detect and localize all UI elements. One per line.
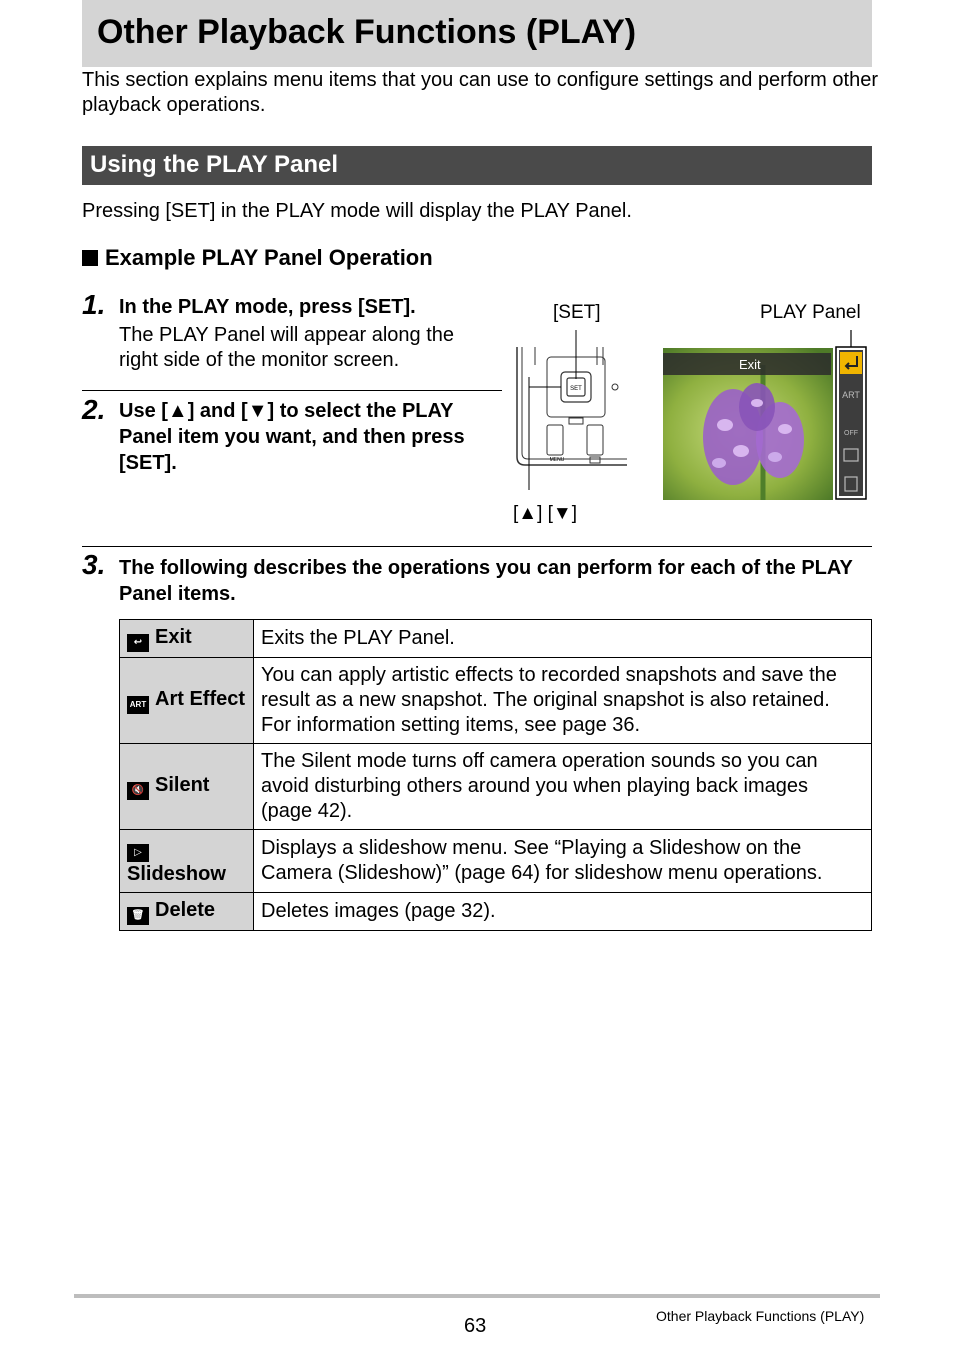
step-2-number: 2. [82,394,106,425]
panel-off-text: OFF [844,430,858,437]
item-name-cell: ↩ Exit [120,620,254,658]
silent-icon: 🔇 [127,782,149,800]
page-number: 63 [464,1315,487,1337]
exit-icon: ↩ [127,634,149,652]
delete-icon: 🗑 [127,907,149,925]
table-row [120,744,872,830]
item-description-cell: You can apply artistic effects to recorded snapshots and save the result as a new snapshot. The original snapshot is also retained. For information setting items, see page 36. [254,658,872,744]
footer-divider [74,1294,880,1298]
step-1-detail: The PLAY Panel will appear along the right side of the monitor screen. [119,324,455,371]
item-name-cell: 🔇 Silent [120,744,254,830]
item-description-cell: Deletes images (page 32). [254,893,872,931]
square-bullet-icon [82,250,98,266]
camera-back-illustration [517,330,627,490]
item-description-cell: Exits the PLAY Panel. [254,620,872,658]
item-name-cell: ▷ Slideshow [120,830,254,893]
intro-paragraph: This section explains menu items that you can use to configure settings and perform other playback operations. [82,69,878,116]
set-button-text: SET [570,386,582,392]
panel-art-text: ART [842,390,860,400]
subsection-title: Example PLAY Panel Operation [82,244,433,272]
set-label: [SET] [553,302,601,323]
screen-exit-label: Exit [739,357,761,372]
playback-screen [663,330,866,500]
item-description-cell: The Silent mode turns off camera operation sounds so you can avoid disturbing others around you when playing back images (page 42). [254,744,872,830]
step-1-instruction: In the PLAY mode, press [SET]. [119,296,416,318]
art-effect-icon: ART [127,696,149,714]
table-row [120,620,872,658]
page-title: Other Playback Functions (PLAY) [97,13,637,51]
item-description-cell: Displays a slideshow menu. See “Playing a Slideshow on the Camera (Slideshow)” (page 64) for slideshow menu operations. [254,830,872,893]
arrow-buttons-label: [▲] [▼] [513,503,578,524]
step-2-instruction: Use [▲] and [▼] to select the PLAY Panel item you want, and then press [SET]. [119,400,465,474]
play-panel-items-table [119,619,872,931]
table-row [120,893,872,931]
play-panel-figure [505,325,875,510]
section-title: Using the PLAY Panel [90,151,339,178]
step-3-number: 3. [82,549,106,580]
step-1-number: 1. [82,289,106,320]
table-row [120,830,872,893]
footer-chapter-title: Other Playback Functions (PLAY) [656,1308,865,1324]
play-panel-label: PLAY Panel [760,302,861,323]
menu-button-text: MENU [549,457,565,463]
step-divider-2 [82,546,872,547]
item-name-cell: 🗑 Delete [120,893,254,931]
item-name-cell: ART Art Effect [120,658,254,744]
section-intro: Pressing [SET] in the PLAY mode will display the PLAY Panel. [82,200,632,222]
step-3-instruction: The following describes the operations you can perform for each of the PLAY Panel items. [119,557,853,605]
table-row [120,658,872,744]
slideshow-icon: ▷ [127,844,149,862]
step-divider [82,390,502,391]
